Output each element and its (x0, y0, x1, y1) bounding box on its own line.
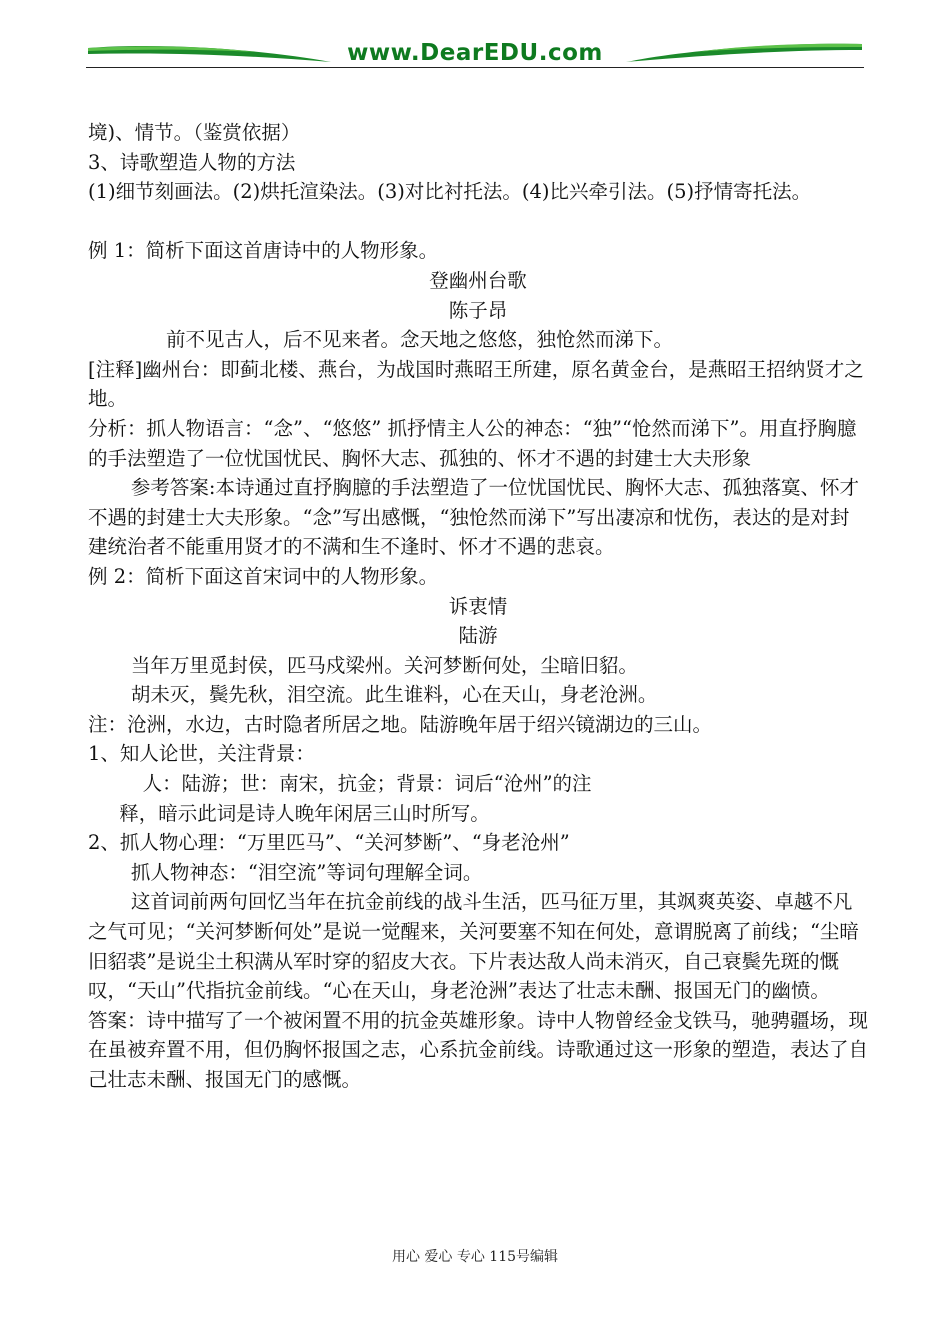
poem-author: 陆游 (458, 624, 498, 648)
poem-title: 诉衷情 (448, 594, 508, 618)
site-brand: www.DearEDU.com (347, 40, 603, 66)
point-heading: 1、知人论世，关注背景： (88, 742, 315, 766)
text-line: 抓人物神态：“泪空流”等词句理解全词。 (130, 860, 483, 884)
reference-answer: 参考答案:本诗通过直抒胸臆的手法塑造了一位忧国忧民、胸怀大志、孤独落寞、怀才不遇的封建士大夫形象。“念”写出感慨，“独怆然而涕下”写出凄凉和忧伤，表达的是对封建统治者不能重用贤才的不满和生不逢时、怀才不遇的悲哀。 (88, 476, 859, 559)
section-heading: 3、诗歌塑造人物的方法 (88, 150, 296, 174)
annotation: [注释]幽州台：即蓟北楼、燕台，为战国时燕昭王所建，原名黄金台，是燕昭王招纳贤才之地。 (88, 357, 864, 411)
point-heading: 2、抓人物心理：“万里匹马”、“关河梦断”、“身老沧州” (88, 831, 570, 855)
header-divider (86, 67, 864, 68)
text-line: 人：陆游；世：南宋，抗金；背景：词后“沧州”的注 (142, 772, 592, 796)
poem-text: 胡未灭，鬓先秋，泪空流。此生谁料，心在天山，身老沧洲。 (130, 683, 658, 707)
example-heading: 例 1：简析下面这首唐诗中的人物形象。 (88, 239, 439, 263)
text-line: (1)细节刻画法。(2)烘托渲染法。(3)对比衬托法。(4)比兴牵引法。(5)抒情寄托法。 (88, 180, 812, 204)
poem-text: 前不见古人，后不见来者。念天地之悠悠，独怆然而涕下。 (166, 328, 674, 352)
poem-title: 登幽州台歌 (429, 268, 527, 292)
analysis: 分析：抓人物语言：“念”、“悠悠” 抓抒情主人公的神态：“独”“怆然而涕下”。用直抒胸臆的手法塑造了一位忧国忧民、胸怀大志、孤独的、怀才不遇的封建士大夫形象 (88, 416, 857, 470)
text-line: 释，暗示此词是诗人晚年闲居三山时所写。 (119, 801, 490, 825)
poem-author: 陈子昂 (448, 298, 508, 322)
document-body (88, 118, 868, 1095)
answer: 答案：诗中描写了一个被闲置不用的抗金英雄形象。诗中人物曾经金戈铁马，驰骋疆场，现在虽被弃置不用，但仍胸怀报国之志，心系抗金前线。诗歌通过这一形象的塑造，表达了自己壮志未酬、报国无门的感慨。 (88, 1008, 869, 1091)
blank-line (88, 207, 868, 237)
annotation: 注：沧洲，水边，古时隐者所居之地。陆游晚年居于绍兴镜湖边的三山。 (88, 712, 713, 736)
analysis: 这首词前两句回忆当年在抗金前线的战斗生活，匹马征万里，其飒爽英姿、卓越不凡之气可见；“关河梦断何处”是说一觉醒来，关河要塞不知在何处，意谓脱离了前线；“尘暗旧貂裘”是说尘土积满从军时穿的貂皮大衣。下片表达敌人尚未消灭，自己衰鬓先斑的慨叹，“天山”代指抗金前线。“心在天山，身老沧洲”表达了壮志未酬、报国无门的幽愤。 (88, 890, 859, 1003)
text-line: 境)、情节。（鉴赏依据） (88, 121, 301, 144)
example-heading: 例 2：简析下面这首宋词中的人物形象。 (88, 564, 439, 588)
poem-text: 当年万里觅封侯，匹马戍梁州。关河梦断何处，尘暗旧貂。 (130, 653, 638, 677)
page-footer: 用心 爱心 专心 115号编辑 (391, 1249, 559, 1265)
